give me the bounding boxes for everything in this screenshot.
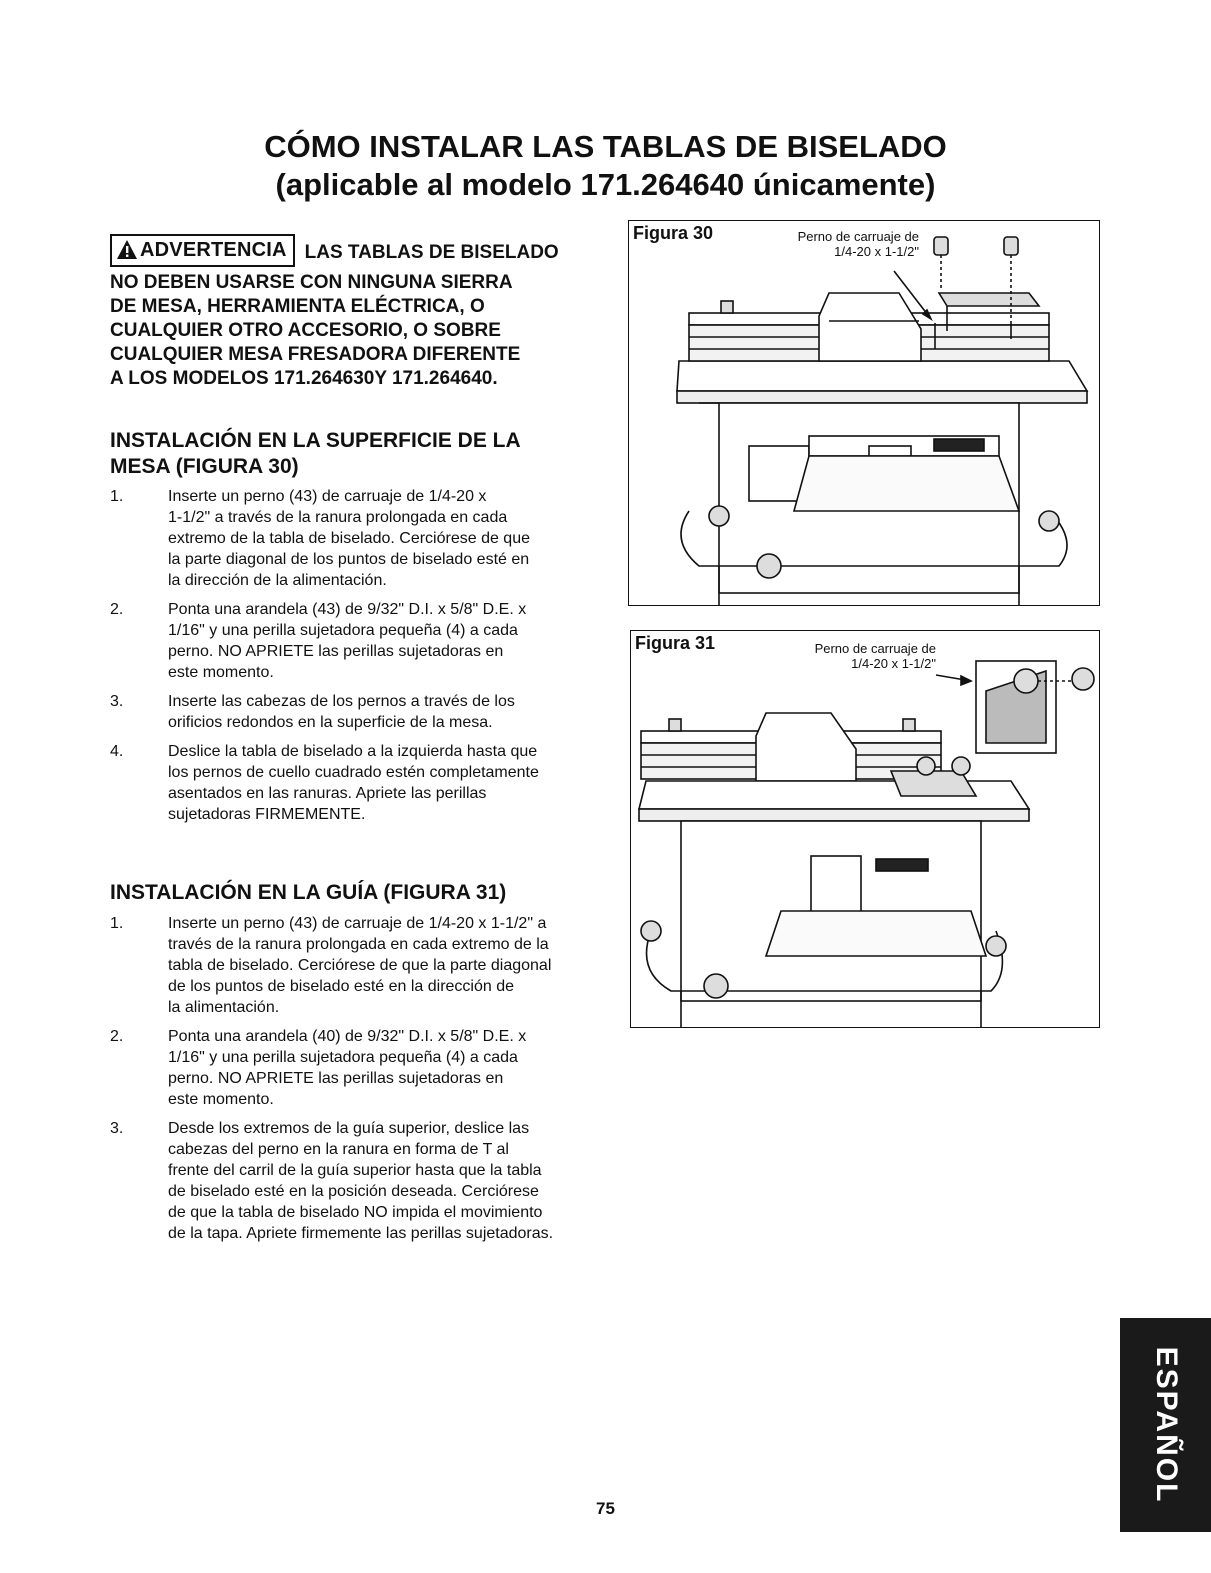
warning-line: CUALQUIER MESA FRESADORA DIFERENTE xyxy=(110,344,521,365)
figure-30 xyxy=(628,220,1100,606)
step-text xyxy=(168,1026,526,1110)
step-line: sujetadoras FIRMEMENTE. xyxy=(168,806,366,823)
step-line: 1/16" y una perilla sujetadora pequeña (4) a cada xyxy=(168,1049,518,1066)
section1-heading-line: MESA (FIGURA 30) xyxy=(110,455,299,478)
step-line: de la tapa. Apriete firmemente las perillas sujetadoras. xyxy=(168,1225,554,1242)
list-item xyxy=(110,913,610,1018)
list-item xyxy=(110,1026,610,1110)
step-text xyxy=(168,486,530,591)
list-item xyxy=(110,1118,610,1244)
step-line: Inserte las cabezas de los pernos a través de los xyxy=(168,693,515,710)
step-line: Inserte un perno (43) de carruaje de 1/4-20 x 1-1/2" a xyxy=(168,915,547,932)
step-line: de biselado esté en la posición deseada. Cerciórese xyxy=(168,1183,539,1200)
step-line: la alimentación. xyxy=(168,999,280,1016)
section1-heading xyxy=(110,428,521,480)
warning-head-text: LAS TABLAS DE BISELADO xyxy=(304,242,559,263)
warning-triangle-icon xyxy=(116,239,138,261)
step-number: 2. xyxy=(110,1028,124,1045)
callout-line: Perno de carruaje de xyxy=(797,229,919,244)
figure-31-label: Figura 31 xyxy=(635,633,716,653)
section2-steps xyxy=(110,913,610,1252)
step-line: tabla de biselado. Cerciórese de que la parte diagonal xyxy=(168,957,552,974)
step-text xyxy=(168,599,526,683)
list-item xyxy=(110,486,610,591)
language-tab xyxy=(1120,1318,1211,1532)
step-text xyxy=(168,913,551,1018)
warning-line: NO DEBEN USARSE CON NINGUNA SIERRA xyxy=(110,272,513,293)
list-item xyxy=(110,691,610,733)
step-line: Deslice la tabla de biselado a la izquierda hasta que xyxy=(168,743,538,760)
step-line: asentados en las ranuras. Apriete las perillas xyxy=(168,785,487,802)
step-line: Ponta una arandela (43) de 9/32" D.I. x 5/8" D.E. x xyxy=(168,601,527,618)
warning-body xyxy=(110,271,610,391)
step-number: 2. xyxy=(110,601,124,618)
step-line: 1-1/2" a través de la ranura prolongada en cada xyxy=(168,509,508,526)
step-line: Ponta una arandela (40) de 9/32" D.I. x 5/8" D.E. x xyxy=(168,1028,527,1045)
step-number: 4. xyxy=(110,743,124,760)
warning-header xyxy=(110,225,610,267)
figure-31-callout xyxy=(741,641,936,671)
step-line: Desde los extremos de la guía superior, deslice las xyxy=(168,1120,530,1137)
step-number: 1. xyxy=(110,488,124,505)
step-line: 1/16" y una perilla sujetadora pequeña (4) a cada xyxy=(168,622,518,639)
step-text xyxy=(168,691,515,733)
warning-block xyxy=(110,225,610,391)
step-number: 3. xyxy=(110,693,124,710)
page-title: CÓMO INSTALAR LAS TABLAS DE BISELADO xyxy=(264,129,947,164)
step-line: de que la tabla de biselado NO impida el movimiento xyxy=(168,1204,543,1221)
list-item xyxy=(110,599,610,683)
figure-30-callout xyxy=(739,229,919,259)
step-text xyxy=(168,741,539,825)
callout-line: Perno de carruaje de xyxy=(814,641,936,656)
step-line: los pernos de cuello cuadrado estén completamente xyxy=(168,764,539,781)
step-number: 3. xyxy=(110,1120,124,1137)
page-number: 75 xyxy=(596,1499,615,1518)
step-line: extremo de la tabla de biselado. Cerciórese de que xyxy=(168,530,530,547)
step-line: la dirección de la alimentación. xyxy=(168,572,387,589)
router-table-illustration-31 xyxy=(631,631,1099,1027)
warning-badge xyxy=(110,234,295,267)
step-line: perno. NO APRIETE las perillas sujetadoras en xyxy=(168,643,504,660)
step-number: 1. xyxy=(110,915,124,932)
router-table-illustration-30 xyxy=(629,221,1099,605)
section2-heading: INSTALACIÓN EN LA GUÍA (FIGURA 31) xyxy=(110,881,507,904)
callout-line: 1/4-20 x 1-1/2" xyxy=(851,656,936,671)
step-line: frente del carril de la guía superior hasta que la tabla xyxy=(168,1162,542,1179)
step-text xyxy=(168,1118,553,1244)
warning-line: CUALQUIER OTRO ACCESORIO, O SOBRE xyxy=(110,320,501,341)
section1-steps xyxy=(110,486,610,833)
step-line: perno. NO APRIETE las perillas sujetadoras en xyxy=(168,1070,504,1087)
warning-badge-label: ADVERTENCIA xyxy=(140,239,287,261)
list-item xyxy=(110,741,610,825)
step-line: este momento. xyxy=(168,664,274,681)
step-line: través de la ranura prolongada en cada extremo de la xyxy=(168,936,549,953)
section1-heading-line: INSTALACIÓN EN LA SUPERFICIE DE LA xyxy=(110,429,521,452)
step-line: de los puntos de biselado esté en la dirección de xyxy=(168,978,515,995)
step-line: este momento. xyxy=(168,1091,274,1108)
figure-30-label: Figura 30 xyxy=(633,223,714,243)
language-tab-label: ESPAÑOL xyxy=(1149,1346,1183,1504)
warning-line: A LOS MODELOS 171.264630Y 171.264640. xyxy=(110,368,498,389)
step-line: Inserte un perno (43) de carruaje de 1/4-20 x xyxy=(168,488,487,505)
step-line: orificios redondos en la superficie de la mesa. xyxy=(168,714,493,731)
step-line: cabezas del perno en la ranura en forma de T al xyxy=(168,1141,509,1158)
callout-line: 1/4-20 x 1-1/2" xyxy=(834,244,919,259)
step-line: la parte diagonal de los puntos de biselado esté en xyxy=(168,551,530,568)
warning-line: DE MESA, HERRAMIENTA ELÉCTRICA, O xyxy=(110,296,485,317)
page-subtitle: (aplicable al modelo 171.264640 únicamente) xyxy=(275,167,936,202)
figure-31 xyxy=(630,630,1100,1028)
